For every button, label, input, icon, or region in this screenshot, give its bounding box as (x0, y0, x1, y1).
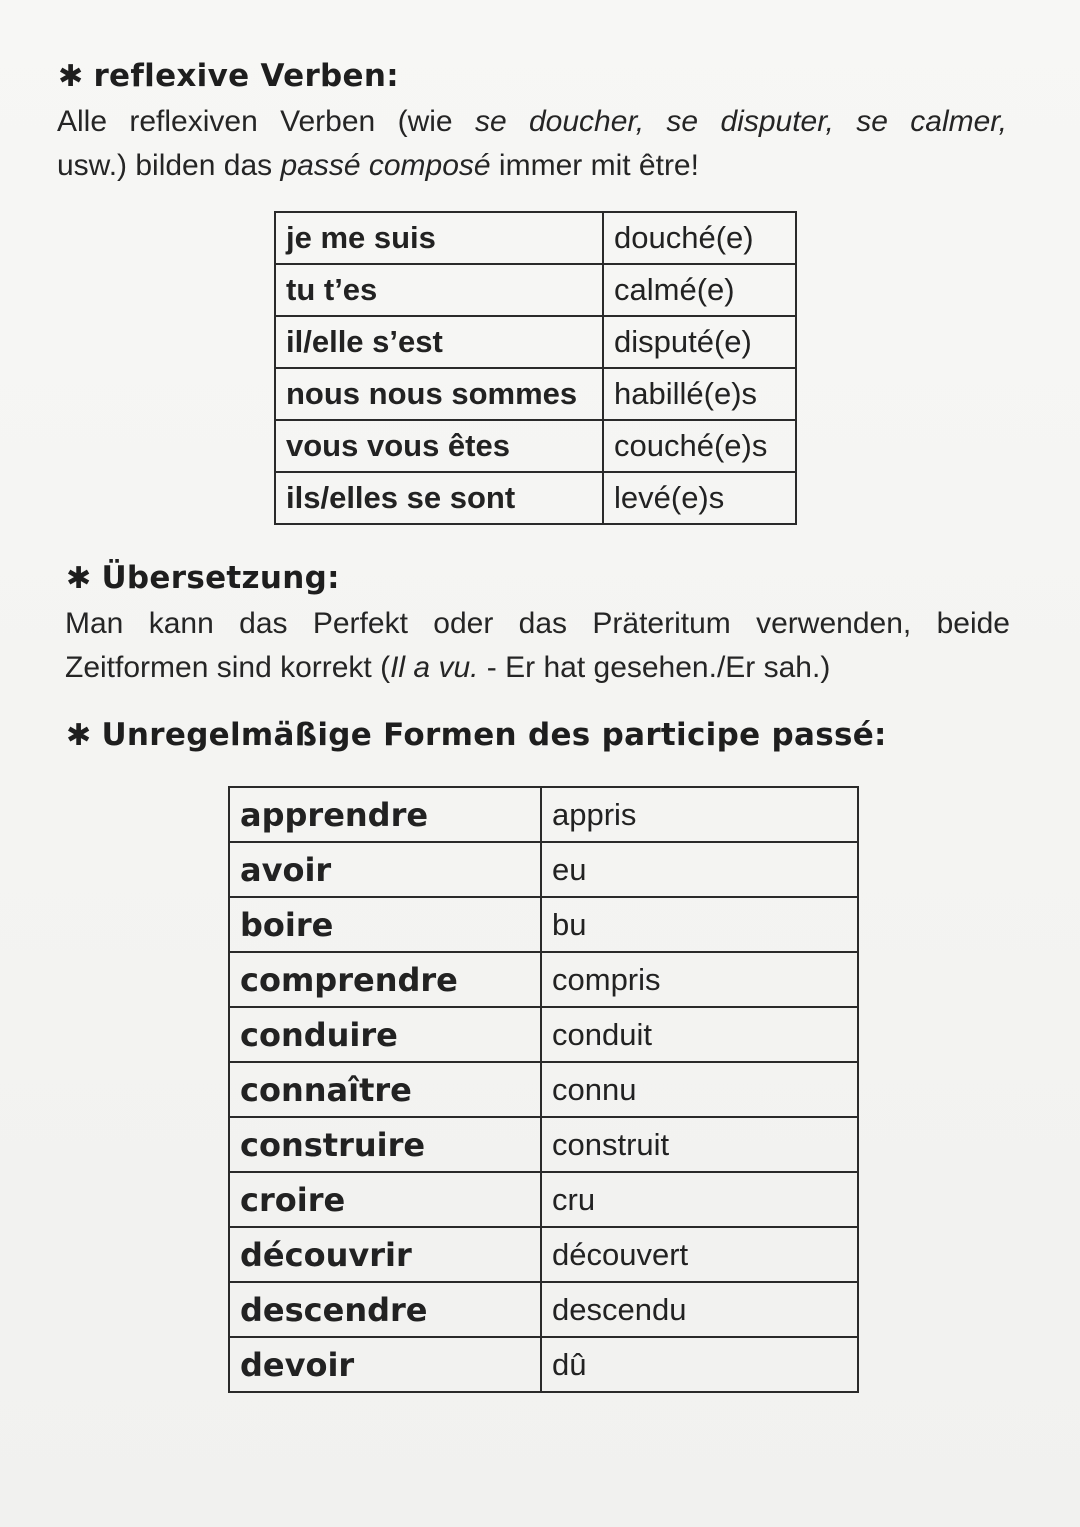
table-cell-form: découvert (541, 1227, 858, 1282)
table-cell-infinitive: avoir (229, 842, 541, 897)
desc-term: être (638, 149, 691, 182)
table-cell-form: dû (541, 1337, 858, 1392)
table-cell-form: douché(e) (603, 212, 796, 264)
table-cell-infinitive: descendre (229, 1282, 541, 1337)
table-cell-form: construit (541, 1117, 858, 1172)
translation-description (65, 602, 1010, 690)
desc-text: ! (690, 149, 699, 182)
table-cell-infinitive: ils/elles se sont (275, 472, 603, 524)
desc-examples: se doucher, se disputer, se calmer, (474, 105, 1007, 138)
table-row (229, 1117, 858, 1172)
table-row (229, 1007, 858, 1062)
table-row (229, 1227, 858, 1282)
table-cell-infinitive: comprendre (229, 952, 541, 1007)
table-cell-infinitive: tu t’es (275, 264, 603, 316)
table-row (229, 952, 858, 1007)
desc-text: usw.) bilden das (57, 149, 281, 182)
desc-text: immer mit (490, 149, 639, 182)
translation-heading (66, 560, 340, 596)
table-cell-infinitive: apprendre (229, 787, 541, 842)
table-cell-form: levé(e)s (603, 472, 796, 524)
table-cell-infinitive: croire (229, 1172, 541, 1227)
table-row (229, 897, 858, 952)
table-cell-infinitive: construire (229, 1117, 541, 1172)
table-cell-form: cru (541, 1172, 858, 1227)
table-cell-form: descendu (541, 1282, 858, 1337)
translation-text: - Er hat gesehen./Er sah.) (478, 651, 831, 684)
table-cell-form: couché(e)s (603, 420, 796, 472)
table-cell-infinitive: devoir (229, 1337, 541, 1392)
table-cell-form: compris (541, 952, 858, 1007)
table-row (229, 842, 858, 897)
asterisk-icon: ✱ (66, 718, 92, 753)
table-cell-infinitive: nous nous sommes (275, 368, 603, 420)
translation-text: Zeitformen sind korrekt ( (65, 651, 391, 684)
reflexive-description (57, 100, 1007, 188)
table-cell-infinitive: conduire (229, 1007, 541, 1062)
translation-example: Il a vu. (390, 651, 479, 684)
reflexive-conjugation-table (274, 211, 797, 525)
table-row (275, 472, 796, 524)
reflexive-heading-text: reflexive Verben: (93, 58, 399, 94)
table-row (229, 1062, 858, 1117)
table-cell-infinitive: boire (229, 897, 541, 952)
irregular-heading-text: Unregelmäßige Formen des participe passé: (101, 717, 887, 753)
table-cell-infinitive: il/elle s’est (275, 316, 603, 368)
table-cell-form: disputé(e) (603, 316, 796, 368)
reflexive-heading (58, 58, 399, 94)
table-row (229, 1337, 858, 1392)
table-row (275, 368, 796, 420)
table-row (229, 1282, 858, 1337)
participe-passe-table (228, 786, 859, 1393)
reflexive-desc-line1 (57, 100, 1007, 144)
irregular-heading (66, 717, 887, 753)
table-cell-form: habillé(e)s (603, 368, 796, 420)
table-row (229, 1172, 858, 1227)
desc-term: passé composé (280, 149, 491, 182)
table-cell-form: calmé(e) (603, 264, 796, 316)
table-cell-form: eu (541, 842, 858, 897)
translation-line1: Man kann das Perfekt oder das Präteritum verwenden, beide (65, 607, 1010, 640)
translation-heading-text: Übersetzung: (101, 560, 340, 596)
table-row (275, 420, 796, 472)
table-cell-infinitive: connaître (229, 1062, 541, 1117)
table-cell-form: conduit (541, 1007, 858, 1062)
table-row (229, 787, 858, 842)
asterisk-icon: ✱ (66, 561, 92, 596)
table-cell-form: connu (541, 1062, 858, 1117)
asterisk-icon: ✱ (58, 59, 84, 94)
table-row (275, 316, 796, 368)
reflexive-desc-line2 (57, 144, 1007, 188)
table-cell-infinitive: vous vous êtes (275, 420, 603, 472)
table-cell-form: bu (541, 897, 858, 952)
table-cell-infinitive: découvrir (229, 1227, 541, 1282)
table-row (275, 264, 796, 316)
table-row (275, 212, 796, 264)
table-cell-infinitive: je me suis (275, 212, 603, 264)
table-cell-form: appris (541, 787, 858, 842)
translation-line2 (65, 646, 1010, 690)
desc-text: Alle reflexiven Verben (wie (57, 105, 475, 138)
